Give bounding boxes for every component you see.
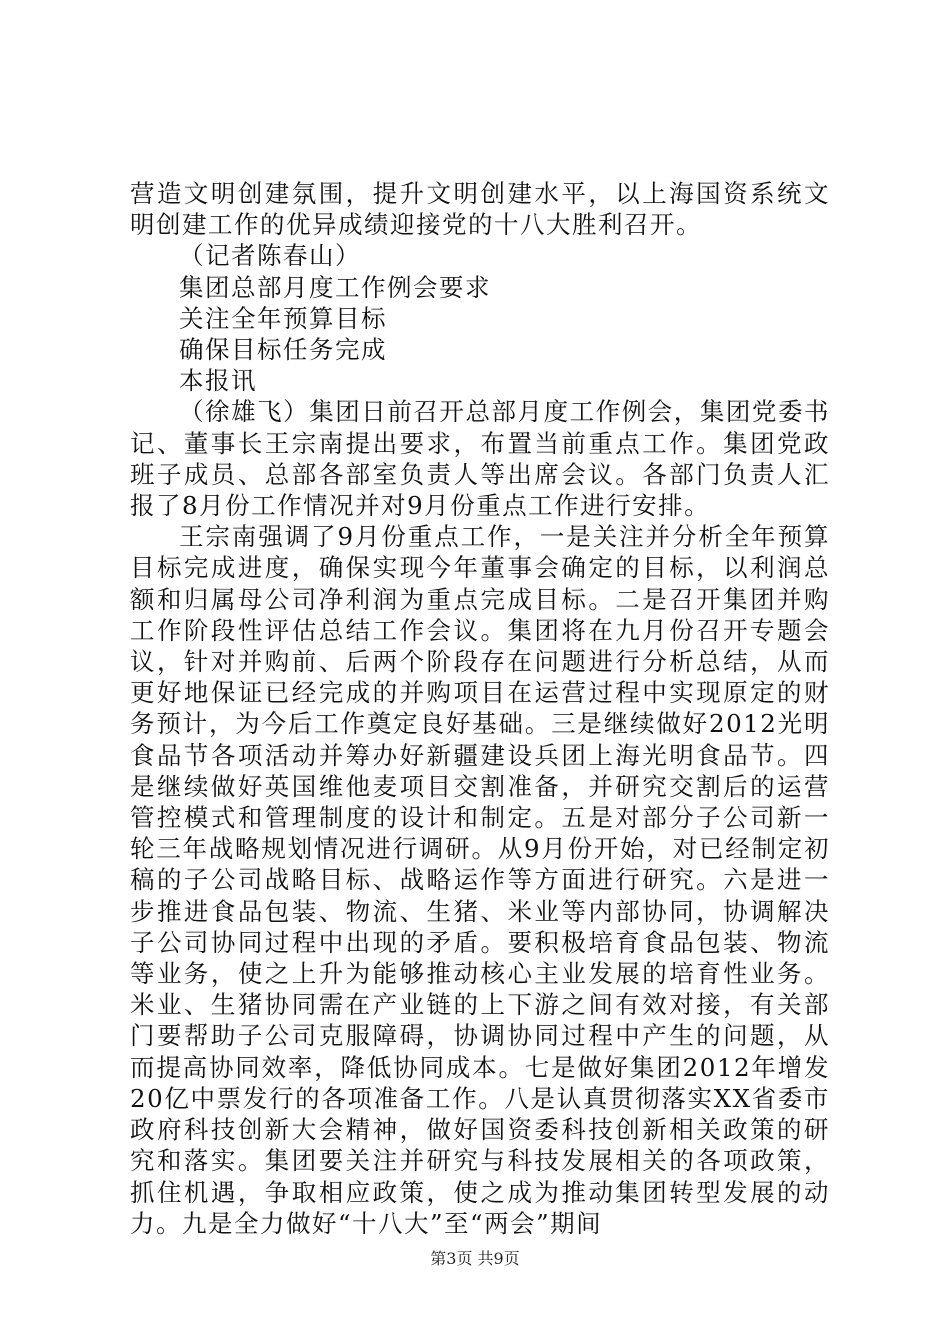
reporter-byline: （记者陈春山） bbox=[179, 241, 361, 271]
body-text bbox=[130, 178, 830, 1239]
headline-line-2: 关注全年预算目标 bbox=[179, 303, 387, 333]
paragraph-meeting: （徐雄飞）集团日前召开总部月度工作例会，集团党委书记、董事长王宗南提出要求，布置当前重点工作。集团党政班子成员、总部各部室负责人等出席会议。各部门负责人汇报了8月份工作情况并对9月份重点工作进行安排。 bbox=[130, 397, 830, 521]
dateline: 本报讯 bbox=[179, 366, 257, 396]
headline-line-1: 集团总部月度工作例会要求 bbox=[179, 272, 491, 302]
paragraph-key-tasks: 王宗南强调了9月份重点工作，一是关注并分析全年预算目标完成进度，确保实现今年董事会确定的目标，以利润总额和归属母公司净利润为重点完成目标。二是召开集团并购工作阶段性评估总结工作会议。集团将在九月份召开专题会议，针对并购前、后两个阶段存在问题进行分析总结，从而更好地保证已经完成的并购项目在运营过程中实现原定的财务预计，为今后工作奠定良好基础。三是继续做好2012光明食品节各项活动并筹办好新疆建设兵团上海光明食品节。四是继续做好英国维他麦项目交割准备，并研究交割后的运营管控模式和管理制度的设计和制定。五是对部分子公司新一轮三年战略规划情况进行调研。从9月份开始，对已经制定初稿的子公司战略目标、战略运作等方面进行研究。六是进一步推进食品包装、物流、生猪、米业等内部协同，协调解决子公司协同过程中出现的矛盾。要积极培育食品包装、物流等业务，使之上升为能够推动核心主业发展的培育性业务。米业、生猪协同需在产业链的上下游之间有效对接，有关部门要帮助子公司克服障碍，协调协同过程中产生的问题，从而提高协同效率，降低协同成本。七是做好集团2012年增发20亿中票发行的各项准备工作。八是认真贯彻落实XX省委市政府科技创新大会精神，做好国资委科技创新相关政策的研究和落实。集团要关注并研究与科技发展相关的各项政策，抓住机遇，争取相应政策，使之成为推动集团转型发展的动力。九是全力做好“十八大”至“两会”期间 bbox=[130, 522, 830, 1238]
page-number-footer: 第3页 共9页 bbox=[430, 1249, 520, 1268]
headline-line-3: 确保目标任务完成 bbox=[179, 335, 387, 365]
paragraph-1: 营造文明创建氛围，提升文明创建水平，以上海国资系统文明创建工作的优异成绩迎接党的十八大胜利召开。 bbox=[130, 179, 830, 240]
